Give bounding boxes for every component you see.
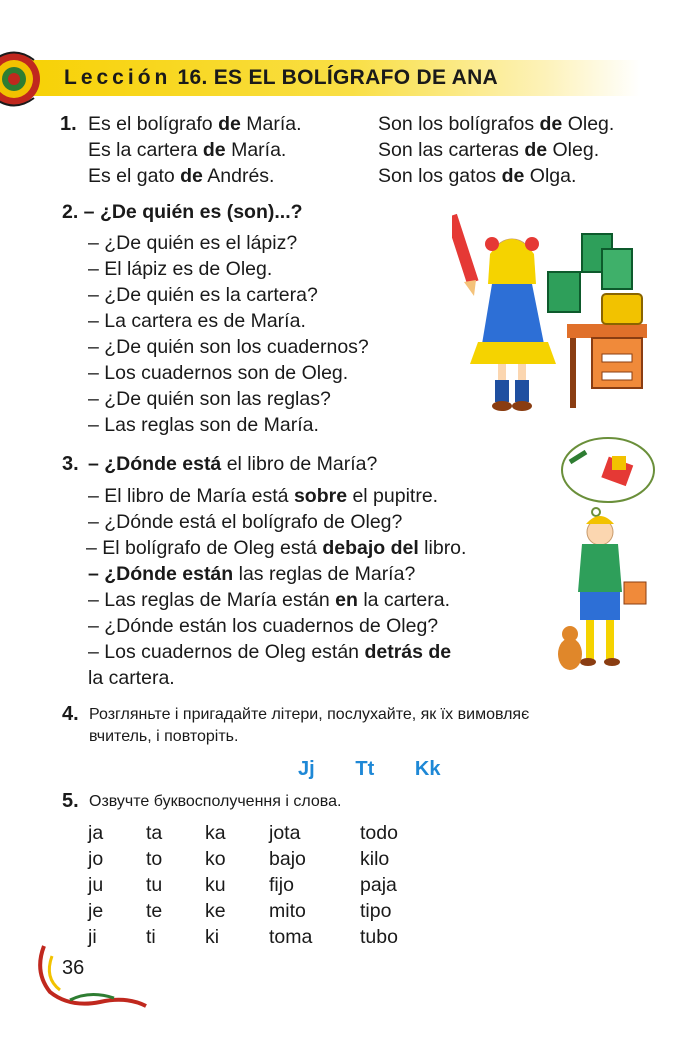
girl-with-pencil-illustration <box>452 204 652 414</box>
exercise-1-number: 1. <box>60 113 77 135</box>
word-column <box>360 820 398 950</box>
dialogue-line: la cartera. <box>88 667 175 689</box>
exercise-5-number: 5. <box>62 790 79 812</box>
word: bajo <box>269 848 306 870</box>
dialogue-line: – El bolígrafo de Oleg está debajo del libro. <box>86 537 467 559</box>
syllable: ko <box>205 848 226 870</box>
word: tipo <box>360 900 392 922</box>
syllable-column <box>146 820 162 950</box>
word: jota <box>269 822 301 844</box>
exercise-4-instruction: Розгляньте і пригадайте літери, послухайте, як їх вимовляє вчитель, і повторіть. <box>89 706 530 745</box>
dialogue-line: – Los cuadernos son de Oleg. <box>88 362 349 384</box>
letters-jtk: Jj Tt Kk <box>298 758 441 780</box>
dialogue-line: – ¿De quién son los cuadernos? <box>88 336 369 358</box>
syllable: jo <box>88 848 104 870</box>
dialogue-line: – ¿Dónde está el bolígrafo de Oleg? <box>88 511 403 533</box>
dialogue-line: – ¿Dónde están las reglas de María? <box>88 563 416 585</box>
word: mito <box>269 900 306 922</box>
dialogue-line: – ¿De quién son las reglas? <box>88 388 331 410</box>
page-number: 36 <box>62 957 85 979</box>
word: todo <box>360 822 398 844</box>
dialogue-line: – Los cuadernos de Oleg están detrás de <box>88 641 452 663</box>
ex1-right-line: Son las carteras de Oleg. <box>378 139 600 161</box>
lesson-title <box>64 66 498 90</box>
syllable: ki <box>205 926 220 948</box>
boy-with-cat-illustration <box>556 432 656 682</box>
syllable: ji <box>88 926 97 948</box>
ex1-right-line: Son los bolígrafos de Oleg. <box>378 113 615 135</box>
corner-ornament-icon <box>30 942 150 1012</box>
syllable: to <box>146 848 163 870</box>
syllable-column <box>205 820 226 950</box>
exercise-2-heading: 2. – ¿De quién es (son)...? <box>62 201 303 223</box>
syllable: ju <box>88 874 104 896</box>
word: kilo <box>360 848 390 870</box>
dialogue-line: – ¿Dónde están los cuadernos de Oleg? <box>88 615 439 637</box>
exercise-4-number: 4. <box>62 703 79 725</box>
ex1-left-line: Es la cartera de María. <box>88 139 287 161</box>
exercise-3-heading: – ¿Dónde está el libro de María? <box>88 453 378 475</box>
word: toma <box>269 926 313 948</box>
ex1-left-line: Es el gato de Andrés. <box>88 165 275 187</box>
exercise-3-number: 3. <box>62 453 79 475</box>
exercise-1-left-column <box>88 112 302 190</box>
celtic-ornament-icon <box>0 40 46 118</box>
exercise-5-instruction: Озвучте буквосполучення і слова. <box>89 793 342 810</box>
dialogue-line: – El lápiz es de Oleg. <box>88 258 273 280</box>
syllable: ta <box>146 822 163 844</box>
dialogue-line: – ¿De quién es el lápiz? <box>88 232 298 254</box>
syllable: tu <box>146 874 163 896</box>
ex1-left-line: Es el bolígrafo de María. <box>88 113 302 135</box>
syllable: ke <box>205 900 226 922</box>
dialogue-line: – La cartera es de María. <box>88 310 306 332</box>
lesson-title-text: 16. ES EL BOLÍGRAFO DE ANA <box>177 66 499 89</box>
dialogue-line: – Las reglas son de María. <box>88 414 319 436</box>
word: paja <box>360 874 397 896</box>
syllable: ku <box>205 874 226 896</box>
dialogue-line: – El libro de María está sobre el pupitre. <box>88 485 439 507</box>
exercise-2-dialogue <box>88 231 369 439</box>
syllable-column <box>88 820 103 950</box>
leccion-label: Lección <box>64 66 172 89</box>
exercise-3-dialogue <box>88 484 466 692</box>
syllable: ka <box>205 822 226 844</box>
dialogue-line: – Las reglas de María están en la cartera. <box>88 589 451 611</box>
ex1-right-line: Son los gatos de Olga. <box>378 165 577 187</box>
syllable: ti <box>146 926 156 948</box>
word-column <box>269 820 312 950</box>
dialogue-line: – ¿De quién es la cartera? <box>88 284 318 306</box>
syllable: ja <box>88 822 104 844</box>
syllable: je <box>88 900 104 922</box>
word: tubo <box>360 926 398 948</box>
exercise-1-right-column <box>378 112 614 190</box>
syllable: te <box>146 900 163 922</box>
word: fijo <box>269 874 294 896</box>
